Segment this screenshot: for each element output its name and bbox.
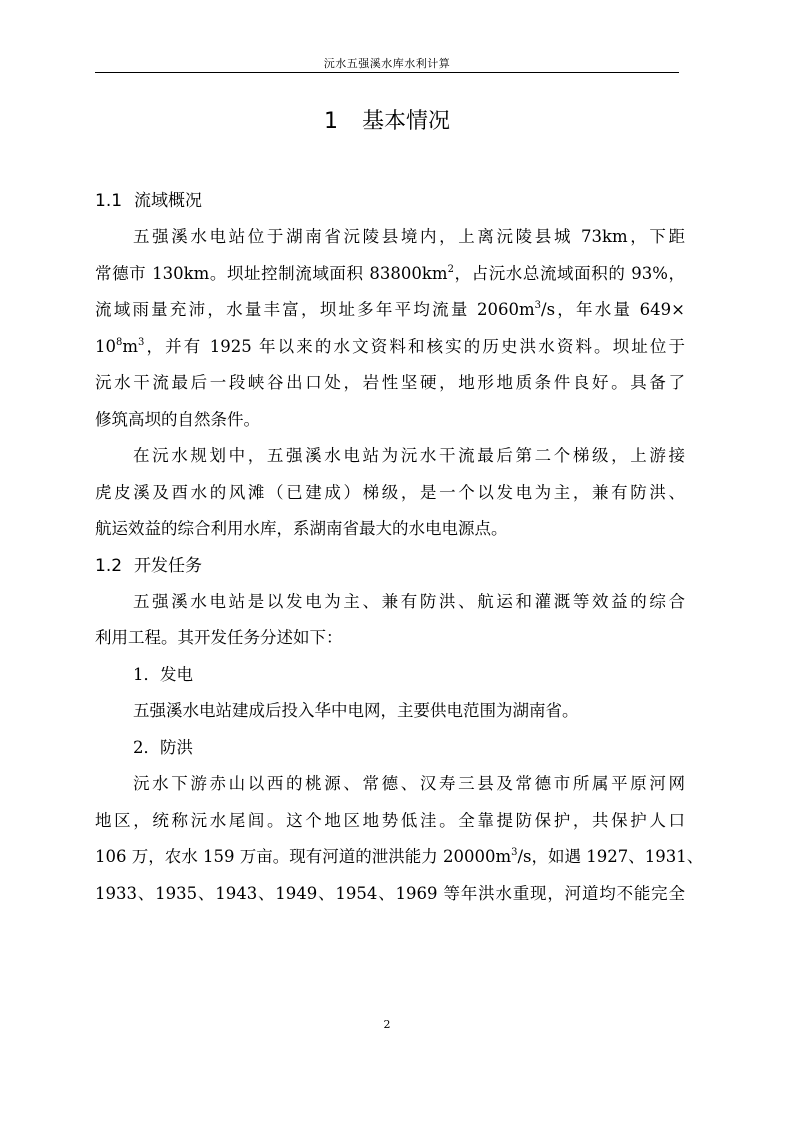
- section-title: 开发任务: [134, 555, 203, 576]
- text-span: ，占沅水总流域面积的 93%，: [453, 263, 686, 283]
- list-item-label: 1．发电: [133, 664, 193, 684]
- page-number: 2: [383, 1018, 391, 1031]
- superscript: 8: [116, 336, 123, 348]
- text-span: 常德市 130km。坝址控制流域面积 83800km: [95, 263, 448, 283]
- paragraph-line: 1933、1935、1943、1949、1954、1969 等年洪水重现，河道均不能完全: [95, 883, 685, 903]
- paragraph-line: [95, 292, 685, 329]
- text-span: /s，年水量 649×: [541, 300, 686, 319]
- section-heading-1-2: [95, 548, 685, 584]
- superscript: 3: [138, 336, 145, 348]
- paragraph-line: 五强溪水电站建成后投入华中电网，主要供电范围为湖南省。: [133, 701, 579, 720]
- paragraph-line: 修筑高坝的自然条件。: [95, 409, 260, 429]
- paragraph-line: 沅水干流最后一段峡谷出口处，岩性坚硬，地形地质条件良好。具备了: [95, 373, 685, 392]
- text-span: /s，如遇 1927、1931、: [517, 847, 704, 866]
- section-number: 1.2: [95, 555, 123, 576]
- chapter-title: 基本情况: [361, 109, 450, 134]
- paragraph-line: 五强溪水电站是以发电为主、兼有防洪、航运和灌溉等效益的综合: [133, 591, 685, 611]
- body-content: [95, 183, 704, 912]
- paragraph-line: 五强溪水电站位于湖南省沅陵县境内，上离沅陵县城 73km，下距: [133, 227, 685, 246]
- superscript: 2: [447, 263, 454, 275]
- running-header: 沅水五强溪水库水利计算: [323, 57, 451, 70]
- paragraph-line: 航运效益的综合利用水库，系湖南省最大的水电电源点。: [95, 519, 508, 538]
- paragraph-line: 沅水下游赤山以西的桃源、常德、汉寿三县及常德市所属平原河网: [133, 774, 685, 793]
- paragraph-line: [95, 839, 704, 876]
- header-rule: [95, 72, 679, 73]
- superscript: 3: [511, 847, 518, 858]
- section-title: 流域概况: [134, 191, 203, 211]
- text-span: 10: [95, 336, 116, 356]
- section-heading-1-1: [95, 183, 685, 219]
- text-span: 106 万，农水 159 万亩。现有河道的泄洪能力 20000m: [95, 847, 512, 866]
- text-span: ，并有 1925 年以来的水文资料和核实的历史洪水资料。坝址位于: [144, 336, 685, 356]
- section-number: 1.1: [95, 191, 123, 211]
- text-span: m: [122, 336, 139, 356]
- superscript: 3: [534, 300, 542, 311]
- paragraph-line: 在沅水规划中，五强溪水电站为沅水干流最后第二个梯级，上游接: [133, 446, 685, 465]
- paragraph-line: [95, 256, 685, 293]
- paragraph-line: 地区，统称沅水尾闾。这个地区地势低洼。全靠提防保护，共保护人口: [95, 810, 685, 830]
- list-item-label: 2．防洪: [133, 737, 193, 757]
- chapter-number: 1: [323, 109, 338, 134]
- paragraph-line: 虎皮溪及酉水的风滩（已建成）梯级，是一个以发电为主，兼有防洪、: [95, 482, 685, 502]
- paragraph-line: [95, 329, 685, 366]
- chapter-heading: [95, 104, 679, 135]
- text-span: 流域雨量充沛，水量丰富，坝址多年平均流量 2060m: [95, 300, 535, 319]
- paragraph-line: 利用工程。其开发任务分述如下：: [95, 628, 343, 647]
